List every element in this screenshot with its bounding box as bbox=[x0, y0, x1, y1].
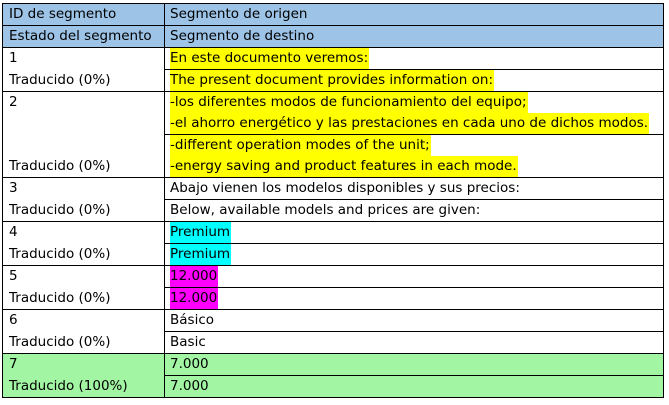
header-target-segment: Segmento de destino bbox=[165, 26, 664, 48]
segment-source-row bbox=[3, 178, 664, 200]
source-segment-text: 12.000 bbox=[170, 266, 218, 287]
source-segment-text: Abajo vienen los modelos disponibles y sus precios: bbox=[170, 180, 520, 196]
target-segment-cell[interactable] bbox=[165, 200, 664, 222]
header-source-segment: Segmento de origen bbox=[165, 4, 664, 26]
segment-id: 2 bbox=[9, 94, 18, 110]
segment-id: 1 bbox=[9, 50, 18, 66]
source-segment-line bbox=[170, 310, 659, 331]
source-segment-cell[interactable] bbox=[165, 222, 664, 244]
source-segment-cell[interactable] bbox=[165, 178, 664, 200]
source-segment-line bbox=[170, 354, 659, 375]
segment-id: 3 bbox=[9, 180, 18, 196]
segment-id: 4 bbox=[9, 224, 18, 240]
target-segment-text: Basic bbox=[170, 334, 206, 350]
target-segment-cell[interactable] bbox=[165, 332, 664, 354]
source-segment-line bbox=[170, 92, 659, 113]
source-segment-text: -los diferentes modos de funcionamiento del equipo; bbox=[170, 92, 528, 113]
segment-id-status-cell bbox=[3, 266, 165, 310]
target-segment-text: The present document provides information on: bbox=[170, 70, 494, 91]
target-segment-line bbox=[170, 200, 659, 221]
source-segment-cell[interactable] bbox=[165, 354, 664, 376]
target-segment-cell[interactable] bbox=[165, 376, 664, 398]
segment-source-row bbox=[3, 48, 664, 70]
segment-table bbox=[2, 3, 664, 398]
source-segment-line bbox=[170, 178, 659, 199]
source-segment-text: -el ahorro energético y las prestaciones en cada uno de dichos modos. bbox=[170, 113, 649, 134]
segment-source-row bbox=[3, 266, 664, 288]
segment-id: 7 bbox=[9, 356, 18, 372]
segment-source-row bbox=[3, 222, 664, 244]
target-segment-line bbox=[170, 70, 659, 91]
segment-status: Traducido (0%) bbox=[9, 246, 111, 262]
segment-status: Traducido (100%) bbox=[9, 378, 128, 394]
target-segment-cell[interactable] bbox=[165, 70, 664, 92]
segment-source-row bbox=[3, 310, 664, 332]
source-segment-cell[interactable] bbox=[165, 266, 664, 288]
source-segment-cell[interactable] bbox=[165, 48, 664, 70]
segment-id-status-cell bbox=[3, 310, 165, 354]
header-segment-id: ID de segmento bbox=[3, 4, 165, 26]
source-segment-text: Básico bbox=[170, 312, 215, 328]
segment-id-status-cell bbox=[3, 48, 165, 92]
segment-status: Traducido (0%) bbox=[9, 202, 111, 218]
source-segment-line bbox=[170, 48, 659, 69]
segment-status: Traducido (0%) bbox=[9, 72, 111, 88]
source-segment-line bbox=[170, 113, 659, 134]
source-segment-line bbox=[170, 266, 659, 287]
segment-source-row bbox=[3, 354, 664, 376]
segment-id-status-cell bbox=[3, 354, 165, 398]
segment-id: 5 bbox=[9, 268, 18, 284]
header-row-top bbox=[3, 4, 664, 26]
target-segment-text: 12.000 bbox=[170, 288, 218, 309]
target-segment-text: 7.000 bbox=[170, 378, 209, 394]
segment-status: Traducido (0%) bbox=[9, 290, 111, 306]
target-segment-text: -different operation modes of the unit; bbox=[170, 135, 431, 156]
target-segment-line bbox=[170, 244, 659, 265]
source-segment-line bbox=[170, 222, 659, 243]
target-segment-line bbox=[170, 156, 659, 177]
source-segment-text: En este documento veremos: bbox=[170, 48, 369, 69]
segment-rows bbox=[3, 48, 664, 398]
target-segment-line bbox=[170, 135, 659, 156]
target-segment-cell[interactable] bbox=[165, 135, 664, 178]
target-segment-line bbox=[170, 376, 659, 397]
segment-id-status-cell bbox=[3, 92, 165, 178]
header-segment-status: Estado del segmento bbox=[3, 26, 165, 48]
target-segment-text: -energy saving and product features in each mode. bbox=[170, 156, 518, 177]
source-segment-text: Premium bbox=[170, 222, 231, 243]
target-segment-line bbox=[170, 288, 659, 309]
target-segment-cell[interactable] bbox=[165, 244, 664, 266]
target-segment-text: Premium bbox=[170, 244, 231, 265]
segment-id-status-cell bbox=[3, 222, 165, 266]
target-segment-text: Below, available models and prices are given: bbox=[170, 202, 481, 218]
source-segment-cell[interactable] bbox=[165, 310, 664, 332]
segment-id: 6 bbox=[9, 312, 18, 328]
header-row-bottom bbox=[3, 26, 664, 48]
segment-status: Traducido (0%) bbox=[9, 334, 111, 350]
source-segment-cell[interactable] bbox=[165, 92, 664, 135]
segment-id-status-cell bbox=[3, 178, 165, 222]
target-segment-cell[interactable] bbox=[165, 288, 664, 310]
segment-status: Traducido (0%) bbox=[9, 158, 111, 174]
source-segment-text: 7.000 bbox=[170, 356, 209, 372]
segment-source-row bbox=[3, 92, 664, 135]
target-segment-line bbox=[170, 332, 659, 353]
